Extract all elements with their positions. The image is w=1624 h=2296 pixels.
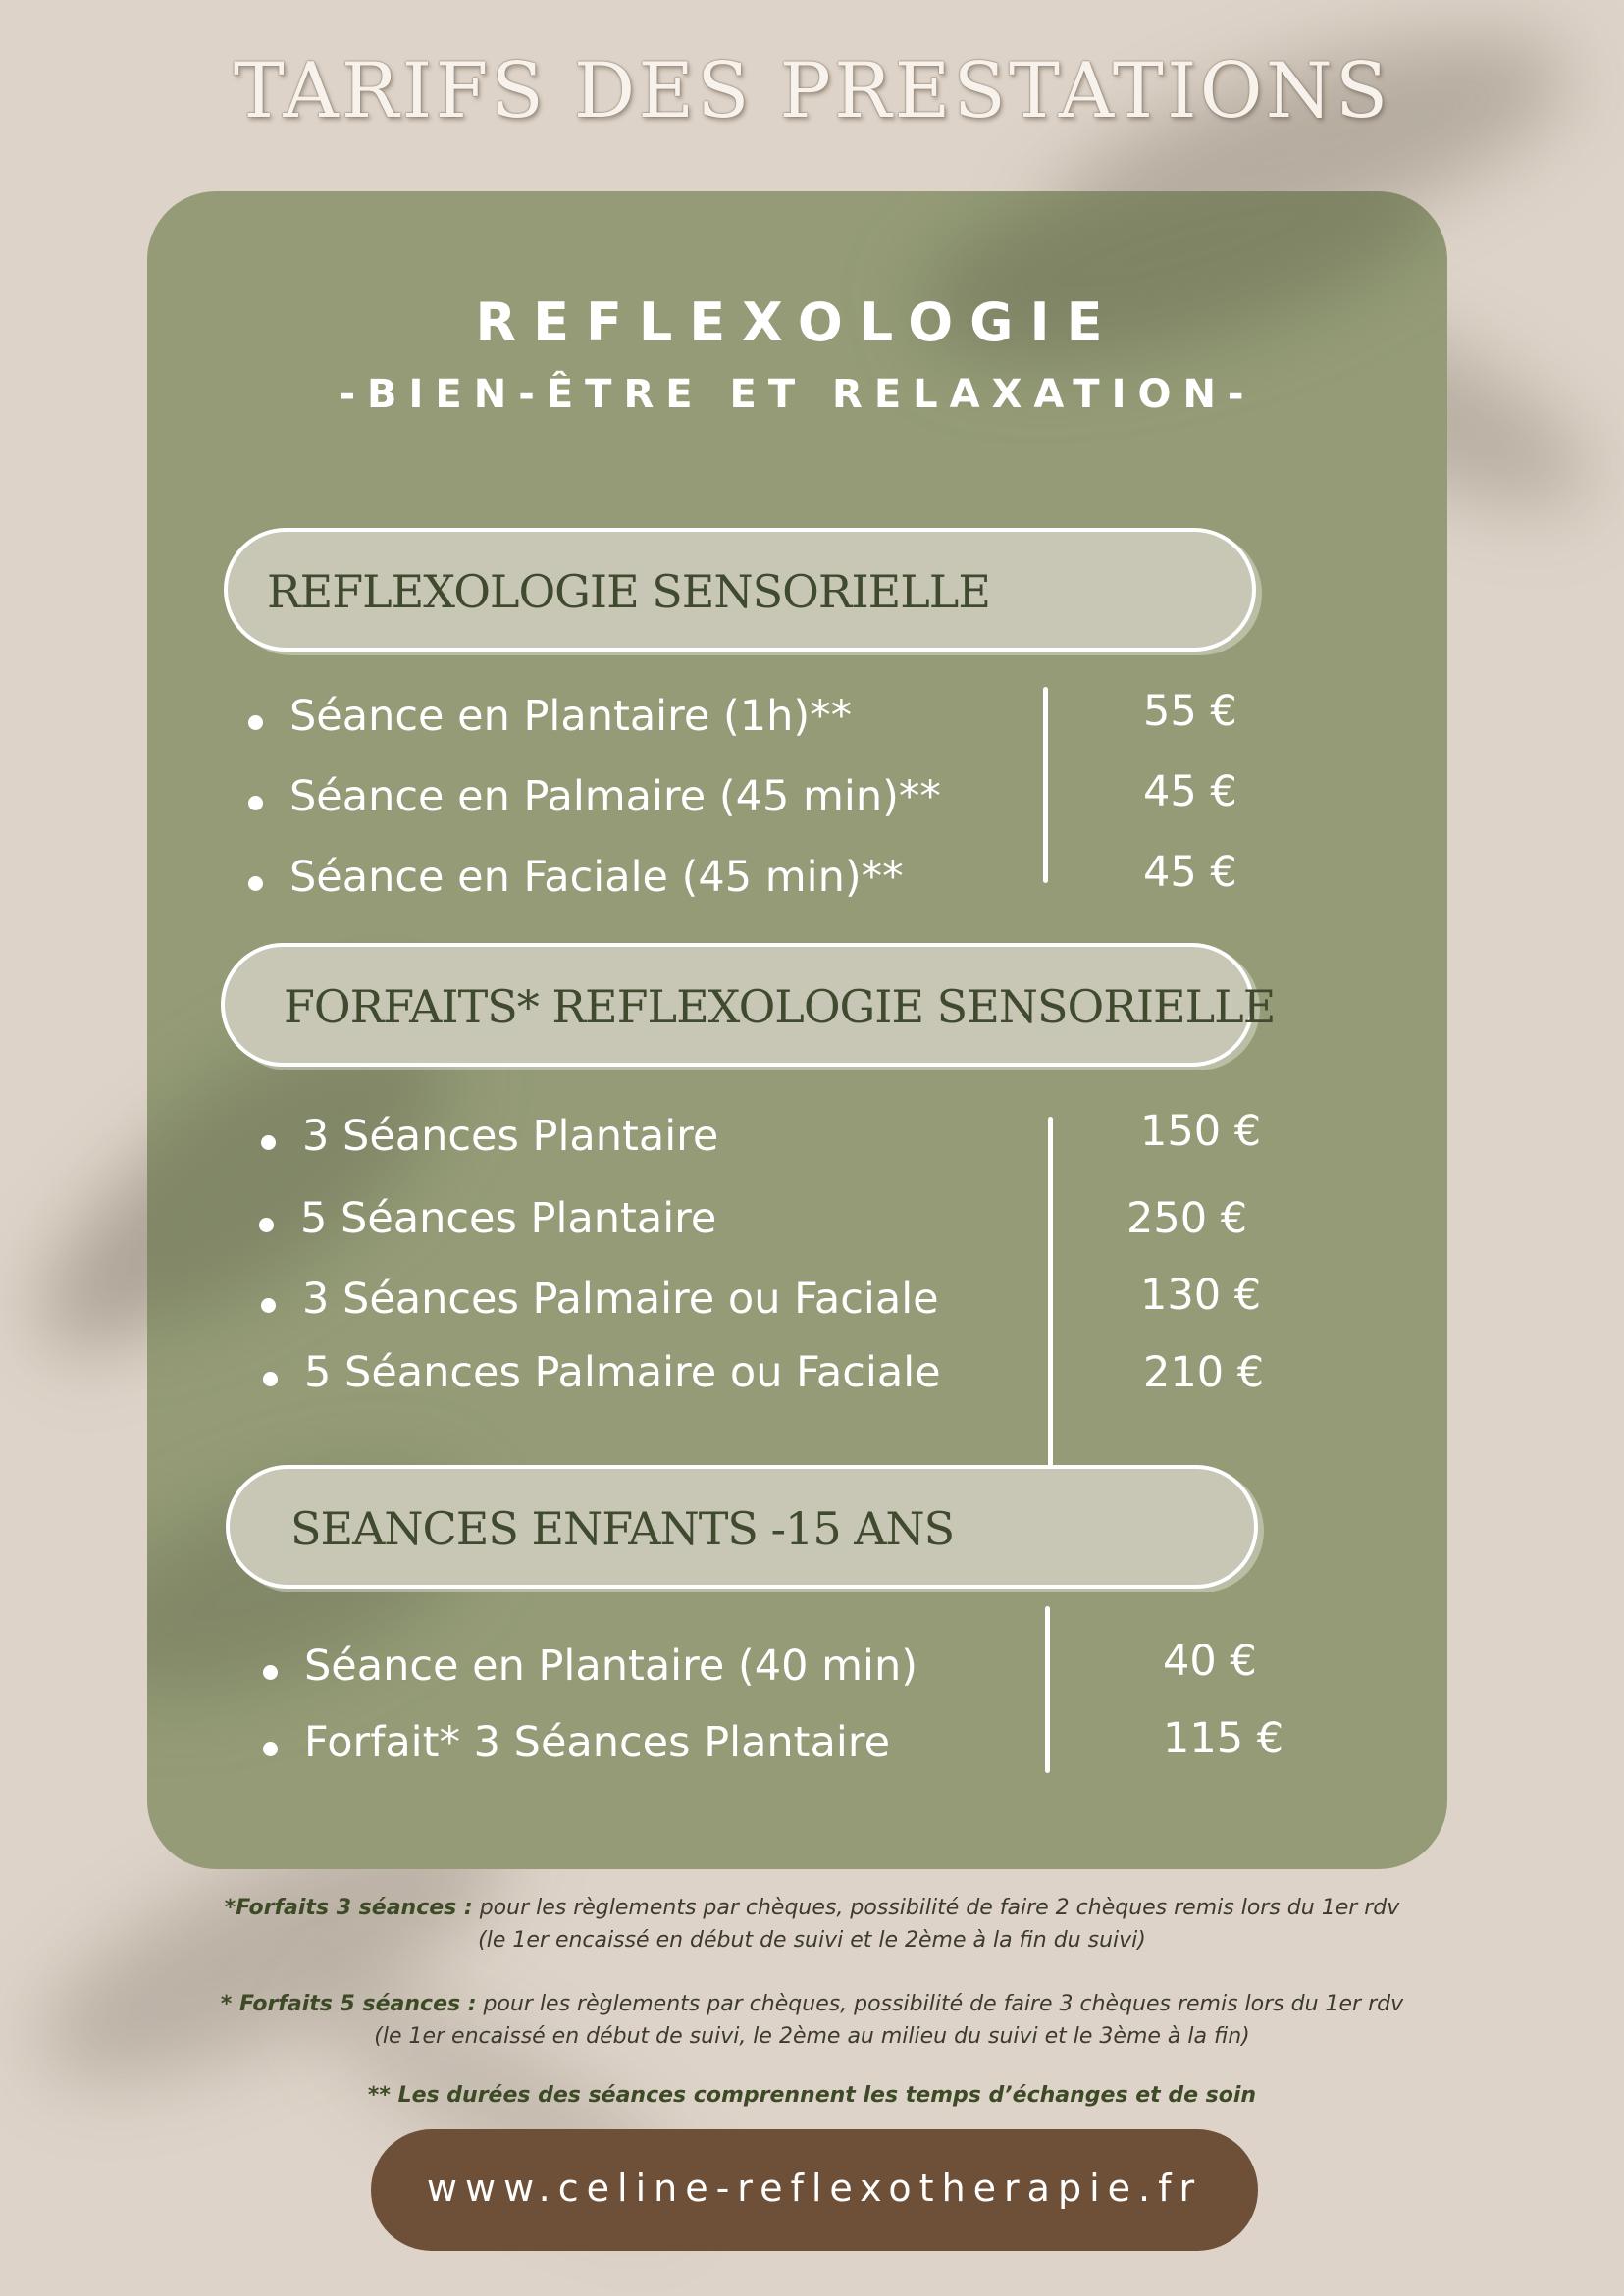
list-item: Séance en Plantaire (1h)**: [289, 692, 853, 741]
price-value: 210 €: [1143, 1348, 1265, 1397]
section-heading-text: SEANCES ENFANTS -15 ANS: [290, 1502, 955, 1555]
note-text: (le 1er encaissé en début de suivi, le 2ème au milieu du suivi et le 3ème à la fin): [374, 2024, 1250, 2049]
price-value: 130 €: [1140, 1271, 1262, 1320]
note-label: *Forfaits 3 séances :: [224, 1896, 473, 1920]
price-value: 250 €: [1126, 1194, 1248, 1243]
divider: [1043, 687, 1048, 883]
price-value: 45 €: [1143, 848, 1237, 897]
price-value: 45 €: [1143, 767, 1237, 816]
list-item: Séance en Palmaire (45 min)**: [289, 772, 941, 821]
note-label: * Forfaits 5 séances :: [220, 1992, 477, 2016]
website-link[interactable]: [371, 2129, 1258, 2251]
section-heading-forfaits: [221, 943, 1276, 1067]
section-heading-text: REFLEXOLOGIE SENSORIELLE: [267, 565, 990, 618]
list-item: 3 Séances Plantaire: [302, 1112, 719, 1161]
price-value: 150 €: [1140, 1107, 1262, 1156]
list-item: Séance en Faciale (45 min)**: [289, 853, 904, 902]
price-value: 115 €: [1163, 1714, 1284, 1763]
list-item: Forfait* 3 Séances Plantaire: [304, 1718, 891, 1767]
list-item: 3 Séances Palmaire ou Faciale: [302, 1275, 939, 1324]
note-durations: [0, 2079, 1624, 2112]
divider: [1045, 1606, 1050, 1773]
note-text: pour les règlements par chèques, possibilité de faire 3 chèques remis lors du 1er rdv: [476, 1992, 1404, 2016]
price-value: 40 €: [1163, 1637, 1257, 1686]
list-item: 5 Séances Plantaire: [300, 1194, 717, 1243]
card-subtitle: -BIEN-ÊTRE ET RELAXATION-: [339, 372, 1256, 417]
section-heading-sensorielle: [224, 528, 1256, 652]
price-value: 55 €: [1143, 687, 1237, 736]
page-title: TARIFS DES PRESTATIONS: [233, 47, 1391, 135]
website-url[interactable]: www.celine-reflexotherapie.fr: [426, 2166, 1203, 2210]
note-durations-text: ** Les durées des séances comprennent les temps d’échanges et de soin: [367, 2083, 1257, 2108]
note-forfaits-5: [0, 1988, 1624, 2053]
section-heading-enfants: [226, 1465, 1258, 1589]
card-title: REFLEXOLOGIE: [475, 291, 1120, 353]
note-text: pour les règlements par chèques, possibilité de faire 2 chèques remis lors du 1er rdv: [472, 1896, 1400, 1920]
price-card: [147, 191, 1447, 1869]
list-item: 5 Séances Palmaire ou Faciale: [304, 1348, 941, 1397]
section-heading-text: FORFAITS* REFLEXOLOGIE SENSORIELLE: [284, 980, 1276, 1033]
note-forfaits-3: [0, 1892, 1624, 1957]
note-text: (le 1er encaissé en début de suivi et le 2ème à la fin du suivi): [478, 1928, 1146, 1953]
list-item: Séance en Plantaire (40 min): [304, 1642, 918, 1691]
